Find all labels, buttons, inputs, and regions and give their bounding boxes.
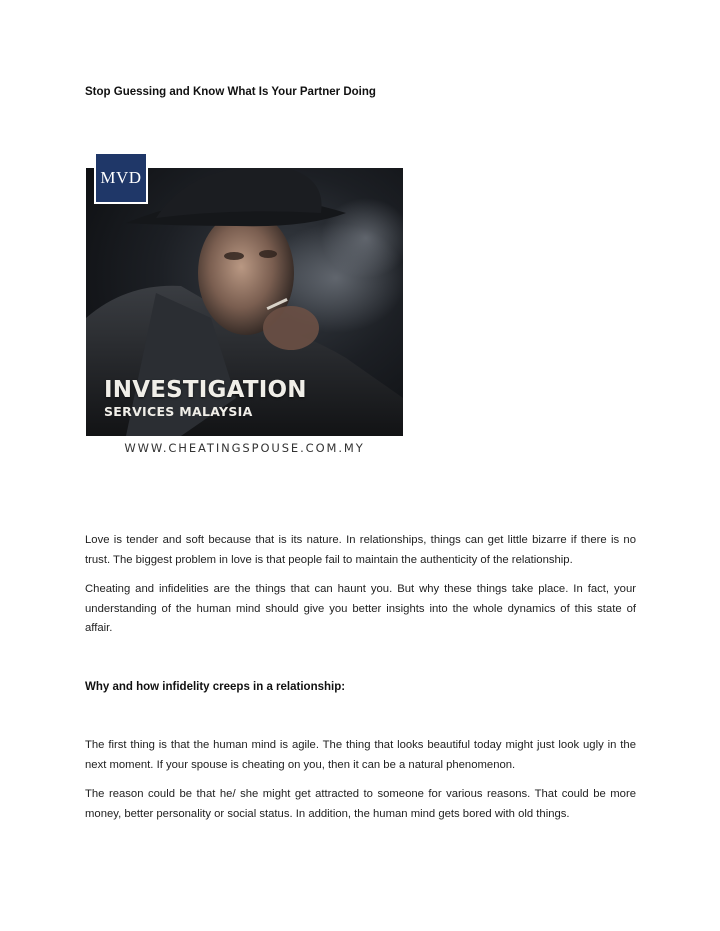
paragraph: Cheating and infidelities are the things that can haunt you. But why these things take place. In fact, your understanding of the human mind should give you better insights into the whole dynamics of this state of affair. bbox=[85, 583, 636, 634]
paragraph: Love is tender and soft because that is its nature. In relationships, things can get little bizarre if there is no trust. The biggest problem in love is that people fail to maintain the authenticity of the relationship. bbox=[85, 534, 636, 566]
paragraph: The first thing is that the human mind is agile. The thing that looks beautiful today might just look ugly in the next moment. If your spouse is cheating on you, then it can be a natural phenomenon. bbox=[85, 739, 636, 771]
hero-website-url: WWW.CHEATINGSPOUSE.COM.MY bbox=[124, 441, 365, 455]
document-title: Stop Guessing and Know What Is Your Partner Doing bbox=[85, 86, 376, 98]
hero-subheadline: SERVICES MALAYSIA bbox=[104, 404, 253, 419]
hero-headline: INVESTIGATION bbox=[104, 377, 307, 403]
section-heading: Why and how infidelity creeps in a relationship: bbox=[85, 681, 346, 693]
paragraph: The reason could be that he/ she might get attracted to someone for various reasons. That could be more money, better personality or social status. In addition, the human mind gets bored with old things. bbox=[85, 788, 636, 820]
mvd-logo: MVD bbox=[96, 154, 146, 202]
